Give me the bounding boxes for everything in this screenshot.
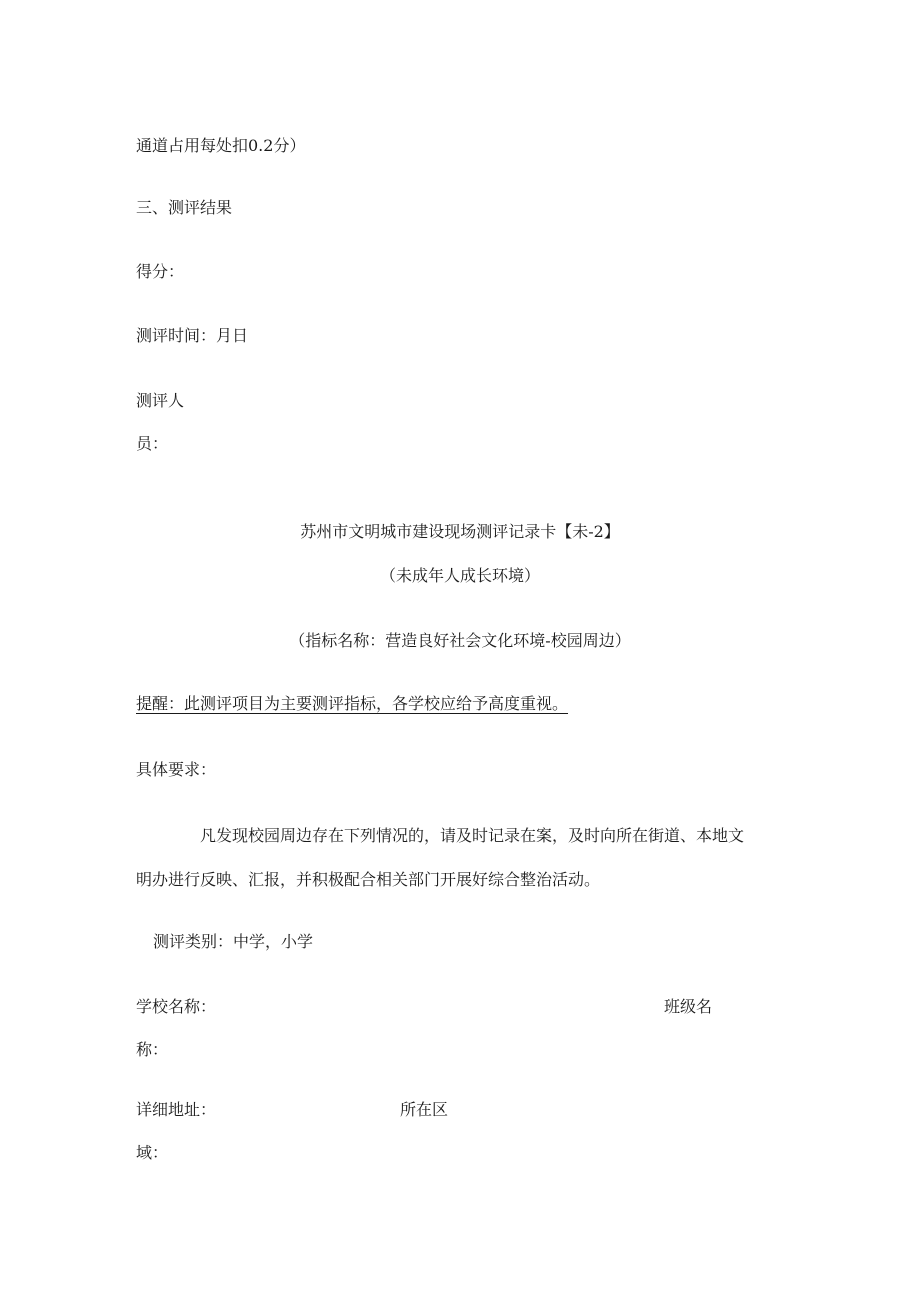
class-name-label-line2: 称： bbox=[136, 1040, 169, 1059]
record-card-title: 苏州市文明城市建设现场测评记录卡【未-2】 bbox=[300, 522, 620, 541]
address-label: 详细地址： bbox=[136, 1100, 217, 1119]
requirements-body-line1: 凡发现校园周边存在下列情况的，请及时记录在案，及时向所在街道、本地文 bbox=[200, 826, 745, 845]
district-label-line2: 域： bbox=[136, 1143, 169, 1162]
district-label-line1: 所在区 bbox=[400, 1100, 449, 1119]
requirements-heading: 具体要求： bbox=[136, 760, 217, 779]
indicator-name: （指标名称：营造良好社会文化环境-校园周边） bbox=[289, 631, 631, 650]
previous-section-tail: 通道占用每处扣0.2分） bbox=[136, 136, 306, 155]
section-heading-results: 三、测评结果 bbox=[136, 198, 233, 217]
assessor-label-line2: 员： bbox=[136, 434, 169, 453]
assessor-label-line1: 测评人 bbox=[136, 391, 185, 410]
reminder-text: 提醒：此测评项目为主要测评指标，各学校应给予高度重视。 bbox=[136, 694, 569, 713]
score-label: 得分： bbox=[136, 262, 185, 281]
assessment-time-label: 测评时间：月日 bbox=[136, 326, 249, 345]
requirements-body-line2: 明办进行反映、汇报，并积极配合相关部门开展好综合整治活动。 bbox=[136, 870, 601, 889]
assessment-category: 测评类别：中学，小学 bbox=[153, 932, 314, 951]
record-card-subtitle: （未成年人成长环境） bbox=[379, 566, 540, 585]
school-name-label: 学校名称： bbox=[136, 997, 217, 1016]
class-name-label-line1: 班级名 bbox=[664, 997, 713, 1016]
